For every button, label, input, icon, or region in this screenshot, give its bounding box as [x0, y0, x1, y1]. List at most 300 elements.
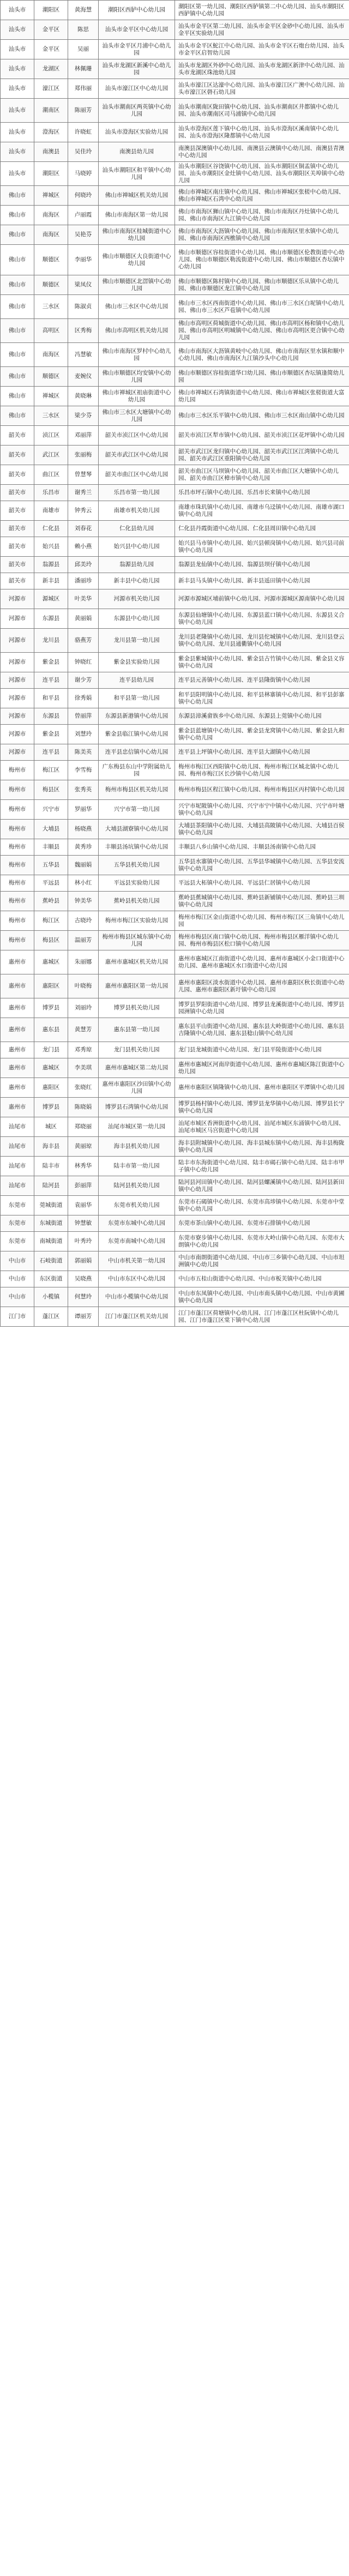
partners-cell: 仁化县丹霞街道中心幼儿园、仁化县周田镇中心幼儿园: [175, 521, 349, 537]
partners-cell: 东莞市茶山镇中心幼儿园、东莞市石排镇中心幼儿园: [175, 1215, 349, 1232]
city-cell: 河源市: [1, 653, 34, 672]
table-row: [1, 820, 349, 839]
city-cell: 梅州市: [1, 800, 34, 820]
partners-cell: 中山市南朗街道中心幼儿园、中山市三乡镇中心幼儿园、中山市坦洲镇中心幼儿园: [175, 1251, 349, 1271]
district-cell: 小榄镇: [34, 1287, 68, 1307]
city-cell: 惠州市: [1, 998, 34, 1018]
city-cell: 东莞市: [1, 1215, 34, 1232]
district-cell: 兴宁市: [34, 800, 68, 820]
kindergarten-cell: 江门市蓬江区机关幼儿园: [99, 1307, 175, 1327]
table-row: [1, 99, 349, 123]
name-cell: 钟晓红: [68, 653, 99, 672]
table-row: [1, 446, 349, 465]
partners-cell: 连平县元善镇中心幼儿园、连平县隆街镇中心幼儿园: [175, 672, 349, 689]
district-cell: 乐昌市: [34, 485, 68, 501]
district-cell: 南海区: [34, 225, 68, 245]
partners-cell: 平远县大柘镇中心幼儿园、平远县仁居镇中心幼儿园: [175, 875, 349, 892]
city-cell: 梅州市: [1, 892, 34, 911]
name-cell: 陈晓娟: [68, 1098, 99, 1117]
table-row: [1, 367, 349, 387]
partners-cell: 南澳县深澳镇中心幼儿园、南澳县云澳镇中心幼儿园、南澳县青澳中心幼儿园: [175, 142, 349, 162]
name-cell: 林佩珊: [68, 59, 99, 79]
name-cell: 吴丽: [68, 40, 99, 59]
kindergarten-cell: 汕头市金平区中心幼儿园: [99, 20, 175, 40]
city-cell: 河源市: [1, 689, 34, 708]
partners-cell: 海丰县附城镇中心幼儿园、海丰县城东镇中心幼儿园、海丰县梅陇镇中心幼儿园: [175, 1137, 349, 1157]
district-cell: 始兴县: [34, 537, 68, 557]
kindergarten-cell: 惠州市惠阳区第一幼儿园: [99, 974, 175, 998]
table-row: [1, 950, 349, 974]
partners-cell: 翁源县龙仙镇中心幼儿园、翁源县坝仔镇中心幼儿园: [175, 557, 349, 573]
table-row: [1, 40, 349, 59]
kindergarten-cell: 汕头市澄海区实验幼儿园: [99, 123, 175, 142]
district-cell: 平远县: [34, 875, 68, 892]
kindergarten-cell: 博罗县石湾镇中心幼儿园: [99, 1098, 175, 1117]
kindergarten-cell: 东源县中心幼儿园: [99, 609, 175, 629]
partners-cell: 潮阳区第一幼儿园、潮阳区西胪镇第二中心幼儿园、汕头市潮阳区西胪镇中心幼儿园: [175, 1, 349, 20]
kindergarten-cell: 仁化县幼儿园: [99, 521, 175, 537]
table-row: [1, 974, 349, 998]
kindergarten-cell: 佛山市高明区机关幼儿园: [99, 319, 175, 343]
district-cell: 濠江区: [34, 79, 68, 99]
partners-cell: 东源县漳溪畲族乡中心幼儿园、东源县上莞镇中心幼儿园: [175, 708, 349, 725]
table-row: [1, 1307, 349, 1327]
kindergarten-cell: 丰顺县汤坑镇中心幼儿园: [99, 839, 175, 856]
district-cell: 惠城区: [34, 1058, 68, 1078]
table-row: [1, 59, 349, 79]
name-cell: 古晓玲: [68, 911, 99, 931]
partners-cell: 佛山市高明区荷城街道中心幼儿园、佛山市高明区杨和镇中心幼儿园、佛山市高明区明城镇中心幼儿园、佛山市高明区更合镇中心幼儿园: [175, 319, 349, 343]
kindergarten-cell: 韶关市武江区中心幼儿园: [99, 446, 175, 465]
table-row: [1, 708, 349, 725]
partners-cell: 韶关市武江区龙归镇中心幼儿园、韶关市武江区江湾镇中心幼儿园、韶关市武江区重阳镇中心幼儿园: [175, 446, 349, 465]
kindergarten-cell: 佛山市顺德区北滘镇中心幼儿园: [99, 275, 175, 295]
kindergarten-cell: 和平县第一幼儿园: [99, 689, 175, 708]
name-cell: 吴艳芬: [68, 225, 99, 245]
kindergarten-cell: 东莞市东城中心幼儿园: [99, 1215, 175, 1232]
name-cell: 黄丽娟: [68, 609, 99, 629]
partners-cell: 惠州市惠阳区淡水街道中心幼儿园、惠州市惠阳区秋长街道中心幼儿园、惠州市惠阳区新圩镇中心幼儿园: [175, 974, 349, 998]
table-row: [1, 501, 349, 521]
district-cell: 南雄市: [34, 501, 68, 521]
partners-cell: 佛山市顺德区容桂街道中心幼儿园、佛山市顺德区伦教街道中心幼儿园、佛山市顺德区勒流街道中心幼儿园、佛山市顺德区杏坛镇中心幼儿园: [175, 245, 349, 275]
district-cell: 东区街道: [34, 1271, 68, 1287]
district-cell: 东源县: [34, 708, 68, 725]
name-cell: 温丽芳: [68, 931, 99, 950]
district-cell: 潮南区: [34, 99, 68, 123]
kindergarten-cell: 东源县新港镇中心幼儿园: [99, 708, 175, 725]
city-cell: 梅州市: [1, 780, 34, 800]
district-cell: 禅城区: [34, 186, 68, 206]
partners-cell: 惠州市惠城区河南岸街道中心幼儿园、惠州市惠城区陈江街道中心幼儿园: [175, 1058, 349, 1078]
name-cell: 钟秀云: [68, 501, 99, 521]
table-row: [1, 911, 349, 931]
city-cell: 韶关市: [1, 537, 34, 557]
partners-cell: 博罗县杨村镇中心幼儿园、博罗县龙华镇中心幼儿园、博罗县长宁镇中心幼儿园: [175, 1098, 349, 1117]
kindergarten-cell: 乐昌市第一幼儿园: [99, 485, 175, 501]
name-cell: 张丽梅: [68, 446, 99, 465]
city-cell: 东莞市: [1, 1232, 34, 1251]
table-row: [1, 142, 349, 162]
city-cell: 梅州市: [1, 875, 34, 892]
kindergarten-cell: 中山市机关第一幼儿园: [99, 1251, 175, 1271]
name-cell: 徐秀娟: [68, 689, 99, 708]
city-cell: 韶关市: [1, 426, 34, 446]
name-cell: 郑晓丽: [68, 1117, 99, 1137]
district-cell: 惠城区: [34, 950, 68, 974]
district-cell: 南城街道: [34, 1232, 68, 1251]
city-cell: 韶关市: [1, 573, 34, 589]
kindergarten-cell: 新丰县中心幼儿园: [99, 573, 175, 589]
partners-cell: 蕉岭县蕉城镇中心幼儿园、蕉岭县新铺镇中心幼儿园、蕉岭县三圳镇中心幼儿园: [175, 892, 349, 911]
table-row: [1, 839, 349, 856]
city-cell: 中山市: [1, 1251, 34, 1271]
city-cell: 汕头市: [1, 99, 34, 123]
district-cell: 莞城街道: [34, 1196, 68, 1215]
partners-cell: 惠东县平山街道中心幼儿园、惠东县大岭街道中心幼儿园、惠东县吉隆镇中心幼儿园、惠东县稔山镇中心幼儿园: [175, 1018, 349, 1042]
city-cell: 梅州市: [1, 856, 34, 875]
partners-cell: 陆丰市东海街道中心幼儿园、陆丰市碣石镇中心幼儿园、陆丰市甲子镇中心幼儿园: [175, 1157, 349, 1176]
kindergarten-cell: 广东梅县东山中学附属幼儿园: [99, 761, 175, 780]
partners-cell: 中山市东凤镇中心幼儿园、中山市南头镇中心幼儿园、中山市黄圃镇中心幼儿园: [175, 1287, 349, 1307]
city-cell: 汕尾市: [1, 1117, 34, 1137]
kindergarten-cell: 始兴县中心幼儿园: [99, 537, 175, 557]
name-cell: 郑伟丽: [68, 79, 99, 99]
kindergarten-cell: 惠州市惠阳区沙田镇中心幼儿园: [99, 1078, 175, 1098]
table-row: [1, 123, 349, 142]
partners-cell: 佛山市南海区狮山镇中心幼儿园、佛山市南海区丹灶镇中心幼儿园、佛山市南海区九江镇中心幼儿园: [175, 206, 349, 225]
city-cell: 惠州市: [1, 1098, 34, 1117]
name-cell: 何慧玲: [68, 1287, 99, 1307]
table-row: [1, 653, 349, 672]
district-cell: 大埔县: [34, 820, 68, 839]
kindergarten-cell: 龙川县第一幼儿园: [99, 629, 175, 653]
kindergarten-cell: 佛山市南海区桂城街道中心幼儿园: [99, 225, 175, 245]
partners-cell: 江门市蓬江区荷塘镇中心幼儿园、江门市蓬江区杜阮镇中心幼儿园、江门市蓬江区棠下镇中心幼儿园: [175, 1307, 349, 1327]
district-cell: 禅城区: [34, 387, 68, 406]
name-cell: 李美琪: [68, 1058, 99, 1078]
table-body: [1, 1, 349, 1327]
city-cell: 惠州市: [1, 1018, 34, 1042]
name-cell: 何晓玲: [68, 186, 99, 206]
name-cell: 赖小燕: [68, 537, 99, 557]
district-cell: 南海区: [34, 206, 68, 225]
table-row: [1, 406, 349, 426]
name-cell: 张晓红: [68, 1078, 99, 1098]
name-cell: 刘春花: [68, 521, 99, 537]
district-cell: 曲江区: [34, 465, 68, 485]
city-cell: 河源市: [1, 744, 34, 761]
kindergarten-cell: 韶关市曲江区中心幼儿园: [99, 465, 175, 485]
partners-cell: 新丰县马头镇中心幼儿园、新丰县遥田镇中心幼儿园: [175, 573, 349, 589]
name-cell: 梁少芬: [68, 406, 99, 426]
kindergarten-cell: 佛山市南海区罗村中心幼儿园: [99, 343, 175, 367]
city-cell: 惠州市: [1, 974, 34, 998]
kindergarten-cell: 惠东县第一幼儿园: [99, 1018, 175, 1042]
kindergarten-cell: 大埔县湖寮镇中心幼儿园: [99, 820, 175, 839]
table-row: [1, 856, 349, 875]
district-cell: 惠阳区: [34, 974, 68, 998]
kindergarten-cell: 惠州市惠城区机关幼儿园: [99, 950, 175, 974]
partners-cell: 佛山市禅城区石湾镇街道中心幼儿园、佛山市禅城区张槎街道大富幼儿园: [175, 387, 349, 406]
district-cell: 顺德区: [34, 275, 68, 295]
table-row: [1, 343, 349, 367]
name-cell: 黄慧芳: [68, 1018, 99, 1042]
district-cell: 陆河县: [34, 1176, 68, 1196]
partners-cell: 梅州市梅县区南口镇中心幼儿园、梅州市梅县区雁洋镇中心幼儿园、梅州市梅县区松口镇中心幼儿园: [175, 931, 349, 950]
city-cell: 佛山市: [1, 387, 34, 406]
city-cell: 汕尾市: [1, 1157, 34, 1176]
district-cell: 梅江区: [34, 761, 68, 780]
district-cell: 惠东县: [34, 1018, 68, 1042]
table-row: [1, 875, 349, 892]
table-row: [1, 892, 349, 911]
city-cell: 惠州市: [1, 1078, 34, 1098]
partners-cell: 梅州市梅县区程江镇中心幼儿园、梅州市梅县区丙村镇中心幼儿园: [175, 780, 349, 800]
name-cell: 曾慧琴: [68, 465, 99, 485]
name-cell: 陈美英: [68, 744, 99, 761]
table-row: [1, 186, 349, 206]
kindergarten-cell: 平远县实验幼儿园: [99, 875, 175, 892]
district-cell: 梅江区: [34, 911, 68, 931]
kindergarten-cell: 紫金县实验幼儿园: [99, 653, 175, 672]
table-row: [1, 629, 349, 653]
partners-cell: 汕头市潮南区陇田镇中心幼儿园、汕头市潮南区井都镇中心幼儿园、汕头市潮南区司马浦镇中心幼儿园: [175, 99, 349, 123]
partners-cell: 佛山市南海区大沥镇黄岐中心幼儿园、佛山市南海区里水镇和顺中心幼儿园、佛山市南海区九江镇沙头中心幼儿园: [175, 343, 349, 367]
table-row: [1, 1058, 349, 1078]
district-cell: 惠阳区: [34, 1078, 68, 1098]
table-row: [1, 465, 349, 485]
table-row: [1, 931, 349, 950]
district-cell: 梅县区: [34, 780, 68, 800]
table-row: [1, 20, 349, 40]
name-cell: 钟慧敏: [68, 1215, 99, 1232]
district-cell: 新丰县: [34, 573, 68, 589]
name-cell: 黄丽琼: [68, 1137, 99, 1157]
name-cell: 邱美玲: [68, 557, 99, 573]
kindergarten-cell: 梅州市梅县区城东镇中心幼儿园: [99, 931, 175, 950]
district-cell: 陆丰市: [34, 1157, 68, 1176]
table-row: [1, 275, 349, 295]
name-cell: 魏丽娟: [68, 856, 99, 875]
kindergarten-cell: 陆河县机关幼儿园: [99, 1176, 175, 1196]
partners-cell: 兴宁市坭陂镇中心幼儿园、兴宁市宁中镇中心幼儿园、兴宁市叶塘镇中心幼儿园: [175, 800, 349, 820]
kindergarten-cell: 佛山市禅城区祖庙街道中心幼儿园: [99, 387, 175, 406]
kindergarten-cell: 惠州市惠城区第二幼儿园: [99, 1058, 175, 1078]
kindergarten-cell: 连平县忠信镇中心幼儿园: [99, 744, 175, 761]
district-cell: 城区: [34, 1117, 68, 1137]
district-cell: 蕉岭县: [34, 892, 68, 911]
partners-cell: 汕头市濠江区达濠中心幼儿园、汕头市濠江区广澳中心幼儿园、汕头市濠江区礐石幼儿园: [175, 79, 349, 99]
city-cell: 河源市: [1, 589, 34, 609]
district-cell: 金平区: [34, 20, 68, 40]
kindergarten-cell: 梅州市梅江区实验幼儿园: [99, 911, 175, 931]
city-cell: 河源市: [1, 725, 34, 744]
table-row: [1, 245, 349, 275]
partners-cell: 汕头市金平区鮀江中心幼儿园、汕头市金平区石炮台幼儿园、汕头市金平区启智幼儿园: [175, 40, 349, 59]
partners-cell: 佛山市顺德区陈村镇中心幼儿园、佛山市顺德区乐从镇中心幼儿园、佛山市顺德区龙江镇中心幼儿园: [175, 275, 349, 295]
partners-cell: 汕尾市城区香洲街道中心幼儿园、汕尾市城区东涌镇中心幼儿园、汕尾市城区马宫街道中心幼儿园: [175, 1117, 349, 1137]
partners-cell: 东莞市寮步镇中心幼儿园、东莞市大岭山镇中心幼儿园、东莞市大朗镇中心幼儿园: [175, 1232, 349, 1251]
kindergarten-cell: 东莞市南城中心幼儿园: [99, 1232, 175, 1251]
name-cell: 曾丽萍: [68, 708, 99, 725]
table-row: [1, 1176, 349, 1196]
district-cell: 石岐街道: [34, 1251, 68, 1271]
partners-cell: 紫金县蓝塘镇中心幼儿园、紫金县龙窝镇中心幼儿园、紫金县九和镇中心幼儿园: [175, 725, 349, 744]
partners-cell: 东莞市石碣镇中心幼儿园、东莞市高埗镇中心幼儿园、东莞市中堂镇中心幼儿园: [175, 1196, 349, 1215]
table-row: [1, 521, 349, 537]
city-cell: 佛山市: [1, 343, 34, 367]
kindergarten-cell: 佛山市南海区第一幼儿园: [99, 206, 175, 225]
name-cell: 陈思: [68, 20, 99, 40]
district-cell: 五华县: [34, 856, 68, 875]
district-cell: 蓬江区: [34, 1307, 68, 1327]
name-cell: 骆燕芳: [68, 629, 99, 653]
name-cell: 林秀华: [68, 1157, 99, 1176]
city-cell: 河源市: [1, 629, 34, 653]
partners-cell: 陆河县河田镇中心幼儿园、陆河县螺溪镇中心幼儿园、陆河县新田镇中心幼儿园: [175, 1176, 349, 1196]
partners-cell: 龙门县龙城街道中心幼儿园、龙门县平陵街道中心幼儿园: [175, 1042, 349, 1058]
partners-cell: 中山市五桂山街道中心幼儿园、中山市板芙镇中心幼儿园: [175, 1271, 349, 1287]
table-row: [1, 225, 349, 245]
district-cell: 紫金县: [34, 725, 68, 744]
table-row: [1, 1196, 349, 1215]
kindergarten-cell: 博罗县机关幼儿园: [99, 998, 175, 1018]
city-cell: 中山市: [1, 1271, 34, 1287]
city-cell: 中山市: [1, 1287, 34, 1307]
city-cell: 汕头市: [1, 123, 34, 142]
partners-cell: 连平县上坪镇中心幼儿园、连平县大湖镇中心幼儿园: [175, 744, 349, 761]
table-row: [1, 1117, 349, 1137]
table-row: [1, 573, 349, 589]
name-cell: 郭丽娟: [68, 1251, 99, 1271]
district-cell: 丰顺县: [34, 839, 68, 856]
table-row: [1, 744, 349, 761]
kindergarten-cell: 陆丰市第一幼儿园: [99, 1157, 175, 1176]
table-row: [1, 1042, 349, 1058]
name-cell: 冯慧敏: [68, 343, 99, 367]
name-cell: 潘丽珍: [68, 573, 99, 589]
kindergarten-cell: 汕头市龙湖区新溪中心幼儿园: [99, 59, 175, 79]
kindergarten-cell: 紫金县临江镇中心幼儿园: [99, 725, 175, 744]
district-cell: 连平县: [34, 744, 68, 761]
city-cell: 汕头市: [1, 1, 34, 20]
kindergarten-cell: 中山市东区中心幼儿园: [99, 1271, 175, 1287]
name-cell: 许晓虹: [68, 123, 99, 142]
partners-cell: 紫金县紫城镇中心幼儿园、紫金县古竹镇中心幼儿园、紫金县义容镇中心幼儿园: [175, 653, 349, 672]
city-cell: 汕头市: [1, 40, 34, 59]
city-cell: 佛山市: [1, 367, 34, 387]
city-cell: 河源市: [1, 672, 34, 689]
kindergarten-cell: 海丰县机关幼儿园: [99, 1137, 175, 1157]
name-cell: 李丽华: [68, 245, 99, 275]
kindergarten-cell: 佛山市顺德区均安镇中心幼儿园: [99, 367, 175, 387]
district-cell: 博罗县: [34, 998, 68, 1018]
table-row: [1, 689, 349, 708]
name-cell: 卢丽霞: [68, 206, 99, 225]
kindergarten-cell: 兴宁市第一幼儿园: [99, 800, 175, 820]
table-row: [1, 1287, 349, 1307]
table-row: [1, 780, 349, 800]
table-row: [1, 557, 349, 573]
table-row: [1, 79, 349, 99]
district-cell: 东源县: [34, 609, 68, 629]
partners-cell: 佛山市南海区大沥镇中心幼儿园、佛山市南海区里水镇中心幼儿园、佛山市南海区西樵镇中心幼儿园: [175, 225, 349, 245]
city-cell: 梅州市: [1, 911, 34, 931]
city-cell: 韶关市: [1, 521, 34, 537]
name-cell: 陈淑贞: [68, 295, 99, 319]
name-cell: 邓丽萍: [68, 426, 99, 446]
district-cell: 海丰县: [34, 1137, 68, 1157]
city-cell: 汕头市: [1, 162, 34, 186]
district-cell: 浈江区: [34, 426, 68, 446]
city-cell: 汕头市: [1, 20, 34, 40]
district-cell: 高明区: [34, 319, 68, 343]
name-cell: 陈丽芳: [68, 99, 99, 123]
name-cell: 张秀英: [68, 780, 99, 800]
table-row: [1, 1232, 349, 1251]
partners-cell: 龙川县老隆镇中心幼儿园、龙川县佗城镇中心幼儿园、龙川县登云镇中心幼儿园、龙川县通衢镇中心幼儿园: [175, 629, 349, 653]
partners-cell: 乐昌市坪石镇中心幼儿园、乐昌市长来镇中心幼儿园: [175, 485, 349, 501]
name-cell: 黄秀珍: [68, 839, 99, 856]
kindergarten-cell: 韶关市浈江区中心幼儿园: [99, 426, 175, 446]
kindergarten-cell: 汕头市潮阳区和平镇中心幼儿园: [99, 162, 175, 186]
table-row: [1, 206, 349, 225]
city-cell: 佛山市: [1, 275, 34, 295]
table-row: [1, 485, 349, 501]
city-cell: 韶关市: [1, 446, 34, 465]
city-cell: 梅州市: [1, 820, 34, 839]
city-cell: 汕头市: [1, 59, 34, 79]
city-cell: 惠州市: [1, 1058, 34, 1078]
table-row: [1, 1018, 349, 1042]
district-cell: 源城区: [34, 589, 68, 609]
district-cell: 武江区: [34, 446, 68, 465]
table-row: [1, 725, 349, 744]
partners-cell: 大埔县茶阳镇中心幼儿园、大埔县高陂镇中心幼儿园、大埔县百侯镇中心幼儿园: [175, 820, 349, 839]
city-cell: 佛山市: [1, 319, 34, 343]
city-cell: 江门市: [1, 1307, 34, 1327]
table-row: [1, 1078, 349, 1098]
partners-cell: 和平县阳明镇中心幼儿园、和平县林寨镇中心幼儿园、和平县彭寨镇中心幼儿园: [175, 689, 349, 708]
kindergarten-cell: 五华县机关幼儿园: [99, 856, 175, 875]
city-cell: 梅州市: [1, 761, 34, 780]
district-cell: 连平县: [34, 672, 68, 689]
kindergarten-cell: 佛山市三水区中心幼儿园: [99, 295, 175, 319]
table-row: [1, 387, 349, 406]
table-row: [1, 1251, 349, 1271]
city-cell: 汕头市: [1, 142, 34, 162]
district-cell: 和平县: [34, 689, 68, 708]
table-row: [1, 426, 349, 446]
district-cell: 顺德区: [34, 245, 68, 275]
kindergarten-cell: 汕头市潮南区两英镇中心幼儿园: [99, 99, 175, 123]
district-cell: 南澳县: [34, 142, 68, 162]
partners-cell: 韶关市曲江区马坝镇中心幼儿园、韶关市曲江区大塘镇中心幼儿园、韶关市曲江区樟市镇中心幼儿园: [175, 465, 349, 485]
table-row: [1, 295, 349, 319]
city-cell: 韶关市: [1, 501, 34, 521]
city-cell: 惠州市: [1, 950, 34, 974]
name-cell: 罗丽华: [68, 800, 99, 820]
name-cell: 黄海慧: [68, 1, 99, 20]
city-cell: 韶关市: [1, 557, 34, 573]
kindergarten-cell: 潮阳区西胪中心幼儿园: [99, 1, 175, 20]
name-cell: 黄晓琳: [68, 387, 99, 406]
table-row: [1, 672, 349, 689]
table-row: [1, 609, 349, 629]
city-cell: 惠州市: [1, 1042, 34, 1058]
kindergarten-cell: 南雄市机关幼儿园: [99, 501, 175, 521]
